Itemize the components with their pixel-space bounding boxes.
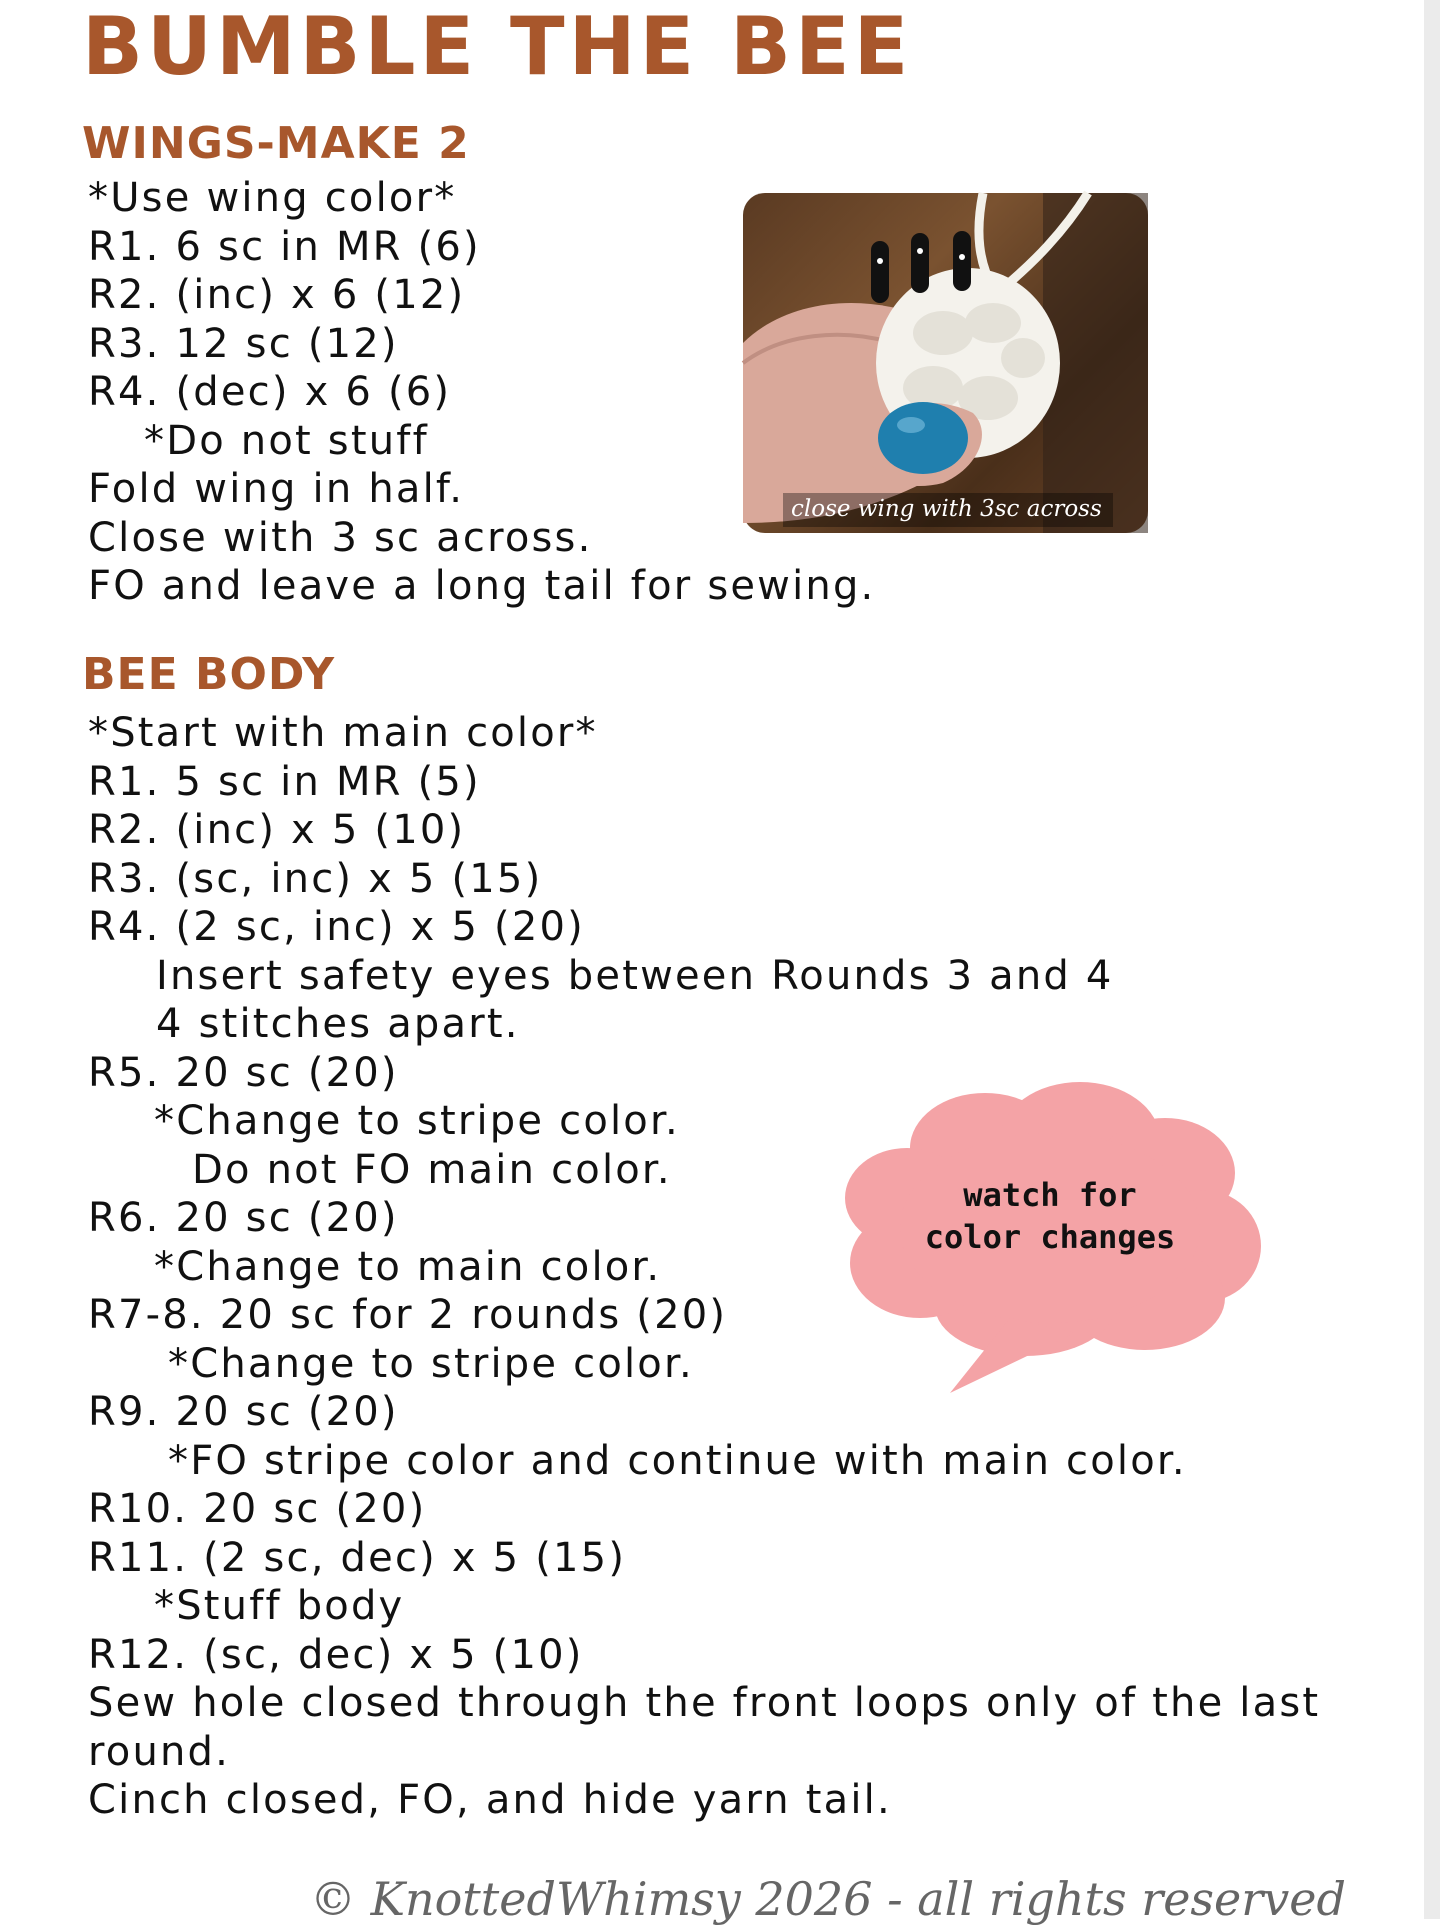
body-line: R12. (sc, dec) x 5 (10)	[88, 1631, 584, 1678]
body-line: *Change to stripe color.	[168, 1340, 694, 1387]
body-line: R3. (sc, inc) x 5 (15)	[88, 855, 543, 902]
body-line: Cinch closed, FO, and hide yarn tail.	[88, 1777, 892, 1823]
body-line: R7-8. 20 sc for 2 rounds (20)	[88, 1292, 728, 1338]
wings-line: R3. 12 sc (12)	[88, 320, 399, 367]
speech-bubble	[835, 1078, 1265, 1398]
body-line: Sew hole closed through the front loops only of the last	[88, 1680, 1321, 1726]
body-line: R5. 20 sc (20)	[88, 1049, 399, 1096]
body-line: *Start with main color*	[88, 710, 598, 756]
body-line: R9. 20 sc (20)	[88, 1389, 399, 1435]
copyright-footer: © KnottedWhimsy 2026 - all rights reserved	[310, 1872, 1346, 1926]
body-line: Insert safety eyes between Rounds 3 and 4	[156, 952, 1114, 999]
body-line: *Change to stripe color.	[154, 1098, 680, 1144]
bubble-text-line: color changes	[924, 1218, 1176, 1256]
body-line: R4. (2 sc, inc) x 5 (20)	[88, 904, 585, 950]
body-line: R11. (2 sc, dec) x 5 (15)	[88, 1534, 627, 1581]
body-line: round.	[88, 1728, 231, 1775]
page-edge-strip	[1424, 0, 1440, 1919]
bubble-text-line: watch for	[963, 1176, 1137, 1214]
body-line: *Stuff body	[154, 1583, 405, 1629]
wings-line: *Use wing color*	[88, 175, 457, 221]
body-line: *FO stripe color and continue with main color.	[168, 1437, 1187, 1484]
wings-line: R1. 6 sc in MR (6)	[88, 223, 481, 270]
wings-line: R4. (dec) x 6 (6)	[88, 369, 452, 415]
wings-line: *Do not stuff	[144, 417, 429, 464]
body-line: 4 stitches apart.	[156, 1001, 520, 1047]
wing-photo-illustration	[743, 193, 1148, 533]
body-line: Do not FO main color.	[192, 1146, 672, 1193]
wings-line: Close with 3 sc across.	[88, 514, 593, 561]
body-line: R6. 20 sc (20)	[88, 1195, 399, 1241]
body-line: R10. 20 sc (20)	[88, 1486, 427, 1532]
wings-line: Fold wing in half.	[88, 466, 465, 512]
wings-heading: WINGS-MAKE 2	[82, 118, 470, 169]
page-title: BUMBLE THE BEE	[82, 0, 913, 93]
wings-line: R2. (inc) x 6 (12)	[88, 272, 466, 318]
body-line: R1. 5 sc in MR (5)	[88, 758, 481, 805]
wings-line: FO and leave a long tail for sewing.	[88, 563, 876, 609]
body-line: R2. (inc) x 5 (10)	[88, 807, 466, 853]
body-line: *Change to main color.	[154, 1243, 662, 1290]
body-heading: BEE BODY	[82, 649, 336, 700]
wing-photo	[743, 193, 1148, 533]
photo-caption: close wing with 3sc across	[791, 496, 1102, 522]
